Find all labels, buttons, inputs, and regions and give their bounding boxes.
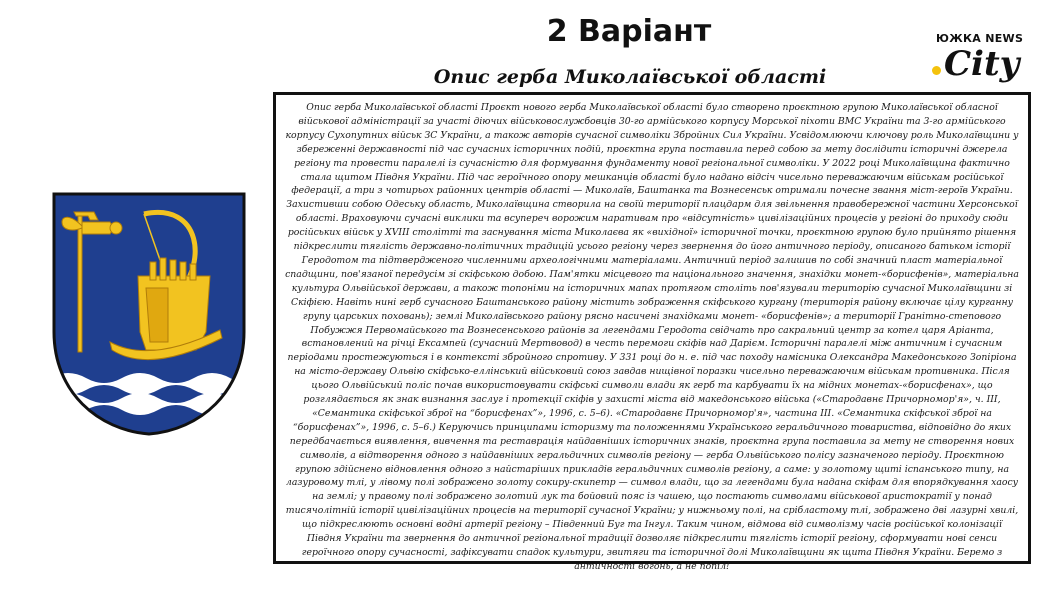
axe-handle (78, 212, 82, 352)
description-text: Опис герба Миколаївської області Проєкт нового герба Миколаївської області було створено проєктною групою Миколаївської обласної військової адміністрації за участі діючих військовослужбовців 30-го армійського корпусу Морської піхоти ВМС України та 3-го армійського корпусу Сухопутних військ ЗС України, а також авторів сучасної символіки Збройних Сил України. Усвідомлюючи ключову роль Миколаївщини у збереженні державності під час сучасних історичних подій, проєктна група поставила перед собою за мету дослідити історичні джерела регіону та провести паралелі із сучасністю для формування фундаменту нової регіональної символіки. У 2022 році Миколаївщина фактично стала щитом Півдня України. Під час героїчного опору мешканців області було надано відсіч чисельно переважаючим військам російської федерації, а три з чотирьох районних центрів області — Миколаїв, Баштанка та Вознесенськ отримали почесне звання міст-героїв України. Захистивши собою Одеську область, Миколаївщина створила на своїй території плацдарм для звільнення правобережної частини Херсонської області. Враховуючи сучасні виклики та всупереч ворожим наративам про «відсутність» цивілізаційних процесів у регіоні до приходу сюди російських військ у XVIII столітті та заснування міста Миколаєва як «вихідної» історичної точки, проєктною групою було прийнято рішення підкреслити тяглість державно-політичних традицій усього регіону через звернення до його античного періоду, описаного батьком історії Геродотом та підтвердженого численними археологічними матеріалами. Античний період залишив по собі значний пласт матеріальної спадщини, пов'язаної передусім зі скіфською добою. Пам'ятки місцевого та національного значення, знахідки монет-«борисфенів», матеріальна культура Ольвійської держави, а також топоніми на історичних мапах протягом століть пов'язували територію сучасної Миколаївщини зі Скіфією. Навіть нині герб сучасного Баштанського району містить зображення скіфського кургану (територія району включає цілу курганну групу царських поховань); землі Миколаївського району рясно насичені знахідками монет- «борисфенів»; а території Гранітно-степового Побужжя Первомайського та Вознесенського районів за легендами Геродота свідчать про сакральний центр за котел царя Аріанта, встановлений на річці Ексампей (сучасний Мертвовод) в честь перемоги скіфів над Дарієм. Історичні паралелі між античним і сучасним періодами простежуються і в контексті збройного спротиву. У 331 році до н. е. під час походу намісника Олександра Македонського Зопіріона на місто-державу Ольвію скіфсько-еллінський військовий союз завдав нищівної поразки чисельно переважаючим військам противника. Після цього Ольвійський поліс почав використовувати скіфські символи влади як герб та карбувати їх на мідних монетах-«борисфенах», що розглядається як знак визнання заслуг і протекції скіфів у захисті міста від македонського війська («Стародавнє Причорномор'я», ч. III, «Семантика скіфської зброї на “борисфенах”», 1996, с. 5–6). «Стародавнє Причорномор'я», частина III. «Семантика скіфської зброї на “борисфенах”», 1996, с. 5–6.) Керуючись принципами історизму та положеннями Українського геральдичного товариства, відповідно до яких передбачається виявлення, вивчення та реставрація найдавніших історичних знаків, проєктна група поставила за мету не створення нових символів, а відтворення одного з найдавніших геральдичних символів регіону — герба Ольвійського полісу зазначеного періоду. Проєктною групою здійснено відновлення одного з найстаріших прикладів геральдичних символів регіону, а саме: у золотому щиті іспанського типу, на лазуровому тлі, у лівому полі зображено золоту сокиру-скипетр — символ влади, що за легендами була надана скіфам для впорядкування хаосу на землі; у правому полі зображено золотий лук та бойовий пояс із чашею, що постають символами військової аристократії у понад тисячолітній історії цивілізаційних процесів на території сучасної України; у нижньому полі, на срібластому тлі, зображено дві лазурні хвилі, що підкреслюють основні водні артерії регіону – Південний Буг та Інгул. Таким чином, відмова від символізму часів російської колонізації Півдня України та звернення до античної регіональної традиції дозволяє підкреслити тяглість історії регіону, сформувати нові сенси героїчного опору сучасності, зафіксувати спадок культури, звитяги та історичної долі Миколаївщини як щита Півдня України. Беремо з античності вогонь, а не попіл! (285, 102, 1019, 572)
coat-of-arms (50, 192, 248, 436)
logo-city-text: City (944, 44, 1020, 84)
description-box (273, 92, 1031, 572)
page-title: 2 Варіант (546, 14, 712, 49)
logo-top-text: ЮЖКА NEWS (936, 32, 1024, 45)
logo-dot-icon (932, 66, 941, 75)
page-subtitle: Опис герба Миколаївської області (433, 66, 827, 88)
